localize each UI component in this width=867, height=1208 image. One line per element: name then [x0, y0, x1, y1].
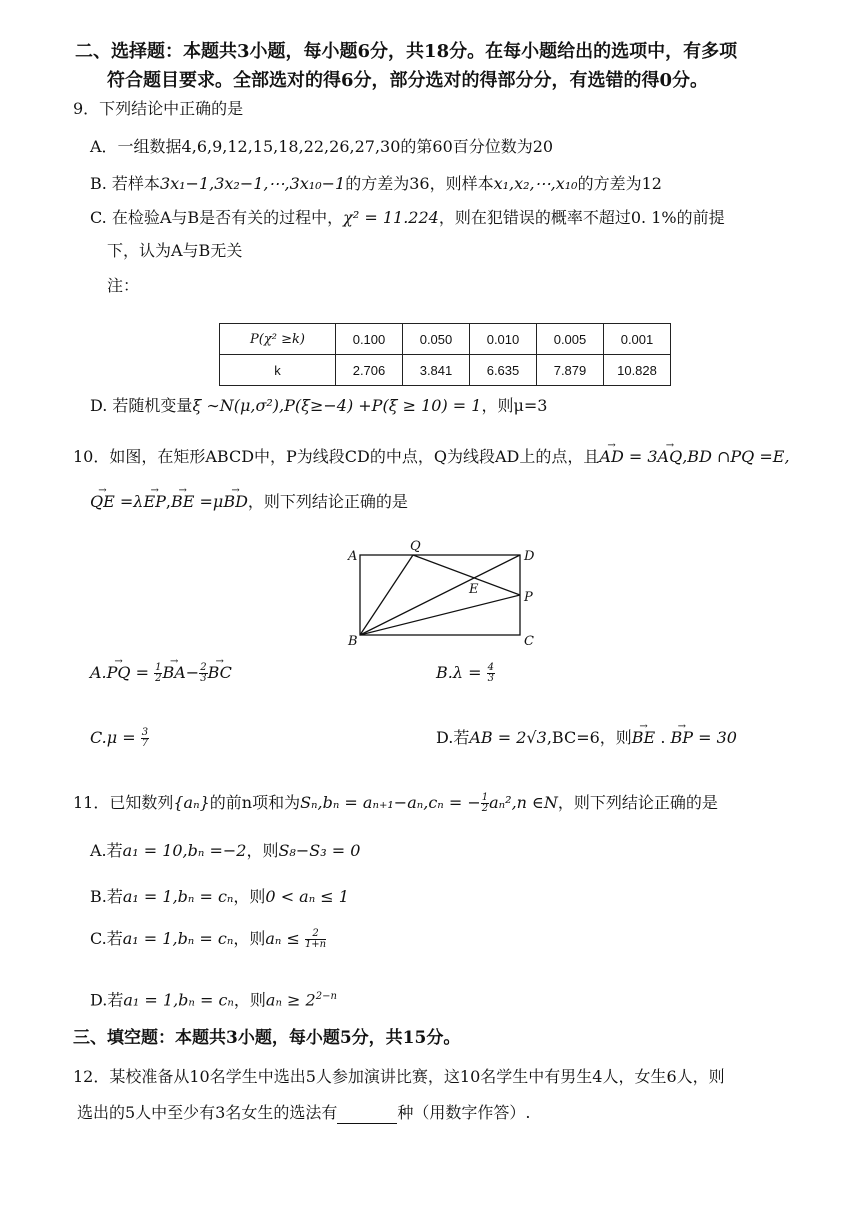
q9-option-c: C. 在检验A与B是否有关的过程中，χ² = 11.224，则在犯错误的概率不超过0. 1%的前提	[90, 208, 725, 227]
q12-line2: 选出的5人中至少有3名女生的选法有 种（用数字作答）.	[77, 1103, 531, 1122]
q9-option-d: D. 若随机变量ξ ∼N(μ,σ²),P(ξ≥−4) +P(ξ ≥ 10) = 1，则μ=3	[90, 396, 548, 415]
chi-square-table	[219, 323, 671, 386]
q10-option-b: B.λ = $\frac{4}{3}$	[436, 662, 494, 684]
table-cell: 6.635	[470, 355, 537, 386]
figure-label-b: B	[348, 634, 358, 649]
table-cell: 10.828	[604, 355, 671, 386]
figure-label-p: P	[524, 590, 533, 605]
q12-line1: 12．某校准备从10名学生中选出5人参加演讲比赛，这10名学生中有男生4人，女生6人，则	[73, 1067, 725, 1086]
q9-option-c-line2: 下，认为A与B无关	[107, 241, 243, 260]
q10-option-c: C.μ = $\frac{3}{7}$	[90, 727, 149, 749]
rectangle-figure	[340, 535, 545, 650]
q10-option-a: A.→ PQ = $\frac{1}{2}$ → BA− $\frac{2}{3}$ → BC	[90, 662, 232, 684]
table-row	[220, 324, 671, 355]
answer-blank[interactable]	[337, 1107, 397, 1124]
q9-stem: 9．下列结论中正确的是	[73, 99, 244, 118]
table-cell: 0.001	[604, 324, 671, 355]
figure-label-e: E	[469, 582, 479, 597]
q10-option-d: D.若AB = 2√3,BC=6，则→ BE . → BP = 30	[436, 727, 737, 749]
table-cell: 7.879	[537, 355, 604, 386]
figure-label-d: D	[524, 549, 535, 564]
q10-stem-line1: 10．如图，在矩形ABCD中，P为线段CD的中点，Q为线段AD上的点，且→ AD = 3→ AQ,BD ∩PQ =E,	[73, 446, 790, 468]
q9-note: 注：	[107, 276, 140, 295]
section2-heading-line1: 二、选择题：本题共3小题，每小题6分，共18分。在每小题给出的选项中，有多项	[75, 41, 738, 62]
q11-option-a: A.若a₁ = 10,bₙ =−2，则S₈−S₃ = 0	[90, 841, 361, 860]
table-header-cell: P(χ² ≥k)	[220, 324, 336, 355]
table-cell: 0.010	[470, 324, 537, 355]
table-cell: 3.841	[403, 355, 470, 386]
table-cell: 0.005	[537, 324, 604, 355]
table-cell: 2.706	[336, 355, 403, 386]
section2-heading-line2: 符合题目要求。全部选对的得6分，部分选对的得部分分，有选错的得0分。	[107, 70, 709, 91]
q9-option-b: B. 若样本3x₁−1,3x₂−1,⋯,3x₁₀−1的方差为36，则样本x₁,x₂,⋯,x₁₀的方差为12	[90, 174, 662, 193]
figure-label-q: Q	[410, 539, 421, 554]
q10-stem-line2: → QE =λ→ EP,→ BE =μ→ BD，则下列结论正确的是	[90, 491, 408, 513]
q11-option-c: C.若a₁ = 1,bₙ = cₙ，则aₙ ≤ $\frac{2}{1+n}$	[90, 928, 327, 950]
section3-heading: 三、填空题：本题共3小题，每小题5分，共15分。	[73, 1028, 461, 1048]
table-header-cell: k	[220, 355, 336, 386]
table-cell: 0.050	[403, 324, 470, 355]
table-row	[220, 355, 671, 386]
q11-stem: 11．已知数列{aₙ}的前n项和为Sₙ,bₙ = aₙ₊₁−aₙ,cₙ = − $\frac{1}{2}$ aₙ²,n ∈N，则下列结论正确的是	[73, 792, 718, 814]
table-cell: 0.100	[336, 324, 403, 355]
q9-option-a: A．一组数据4,6,9,12,15,18,22,26,27,30的第60百分位数为20	[90, 137, 554, 156]
q11-option-d: D.若a₁ = 1,bₙ = cₙ，则$a_n \ge 2^{2-n}$	[90, 990, 337, 1010]
figure-label-a: A	[348, 549, 358, 564]
figure-label-c: C	[524, 634, 534, 649]
q11-option-b: B.若a₁ = 1,bₙ = cₙ，则0 < aₙ ≤ 1	[90, 887, 349, 906]
